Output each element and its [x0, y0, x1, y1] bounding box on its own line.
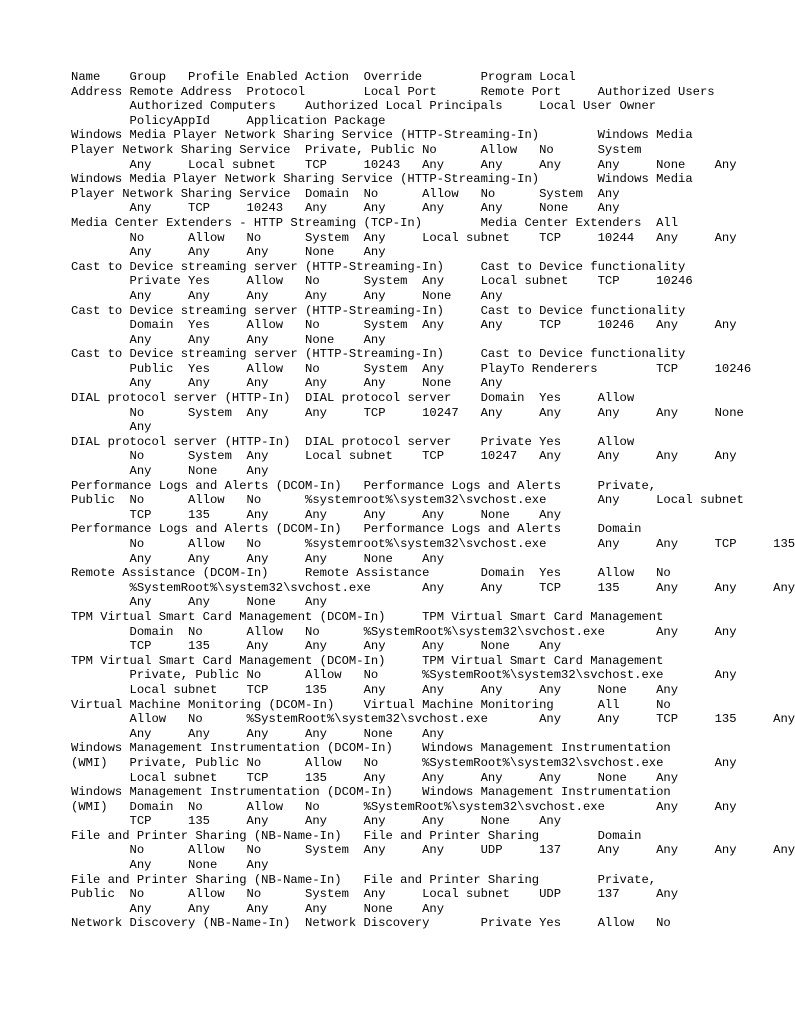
firewall-rules-text: Name Group Profile Enabled Action Override Program Local Address Remote Address Protocol Local Port Remote Port Authorized Users Authorized Computers Authorized Local Principals Local User Owner PolicyAppId Application Package Windows Media Player Network Sharing Service (HTTP-Streaming-In) Windows Media Player Network Sharing Service Private, Public No Allow No System Any Local subnet TCP 10243 Any Any Any Any None Any Windows Media Player Network Sharing Service (HTTP-Streaming-In) Windows Media Player Network Sharing Service Domain No Allow No System Any Any TCP 10243 Any Any Any Any None Any Media Center Extenders - HTTP Streaming (TCP-In) Media Center Extenders All No Allow No System Any Local subnet TCP 10244 Any Any Any Any Any None Any Cast to Device streaming server (HTTP-Streaming-In) Cast to Device functionality Private Yes Allow No System Any Local subnet TCP 10246 Any Any Any Any Any None Any Cast to Device streaming server (HTTP-Streaming-In) Cast to Device functionality Domain Yes Allow No System Any Any TCP 10246 Any Any Any Any Any None Any Cast to Device streaming server (HTTP-Streaming-In) Cast to Device functionality Public Yes Allow No System Any PlayTo Renderers TCP 10246 Any Any Any Any Any None Any DIAL protocol server (HTTP-In) DIAL protocol server Domain Yes Allow No System Any Any TCP 10247 Any Any Any Any None Any DIAL protocol server (HTTP-In) DIAL protocol server Private Yes Allow No System Any Local subnet TCP 10247 Any Any Any Any Any None Any Performance Logs and Alerts (DCOM-In) Performance Logs and Alerts Private, Public No Allow No %systemroot%\system32\svchost.exe Any Local subnet TCP 135 Any Any Any Any None Any Performance Logs and Alerts (DCOM-In) Performance Logs and Alerts Domain No Allow No %systemroot%\system32\svchost.exe Any Any TCP 135 Any Any Any Any None Any Remote Assistance (DCOM-In) Remote Assistance Domain Yes Allow No %SystemRoot%\system32\svchost.exe Any Any TCP 135 Any Any Any Any Any None Any TPM Virtual Smart Card Management (DCOM-In) TPM Virtual Smart Card Management Domain No Allow No %SystemRoot%\system32\svchost.exe Any Any TCP 135 Any Any Any Any None Any TPM Virtual Smart Card Management (DCOM-In) TPM Virtual Smart Card Management Private, Public No Allow No %SystemRoot%\system32\svchost.exe Any Local subnet TCP 135 Any Any Any Any None Any Virtual Machine Monitoring (DCOM-In) Virtual Machine Monitoring All No Allow No %SystemRoot%\system32\svchost.exe Any Any TCP 135 Any Any Any Any Any None Any Windows Management Instrumentation (DCOM-In) Windows Management Instrumentation (WMI) Private, Public No Allow No %SystemRoot%\system32\svchost.exe Any Local subnet TCP 135 Any Any Any Any None Any Windows Management Instrumentation (DCOM-In) Windows Management Instrumentation (WMI) Domain No Allow No %SystemRoot%\system32\svchost.exe Any Any TCP 135 Any Any Any Any None Any File and Printer Sharing (NB-Name-In) File and Printer Sharing Domain No Allow No System Any Any UDP 137 Any Any Any Any Any None Any File and Printer Sharing (NB-Name-In) File and Printer Sharing Private, Public No Allow No System Any Local subnet UDP 137 Any Any Any Any Any None Any Network Discovery (NB-Name-In) Network Discovery Private Yes Allow No: [71, 70, 795, 931]
document-page: [71, 70, 795, 931]
